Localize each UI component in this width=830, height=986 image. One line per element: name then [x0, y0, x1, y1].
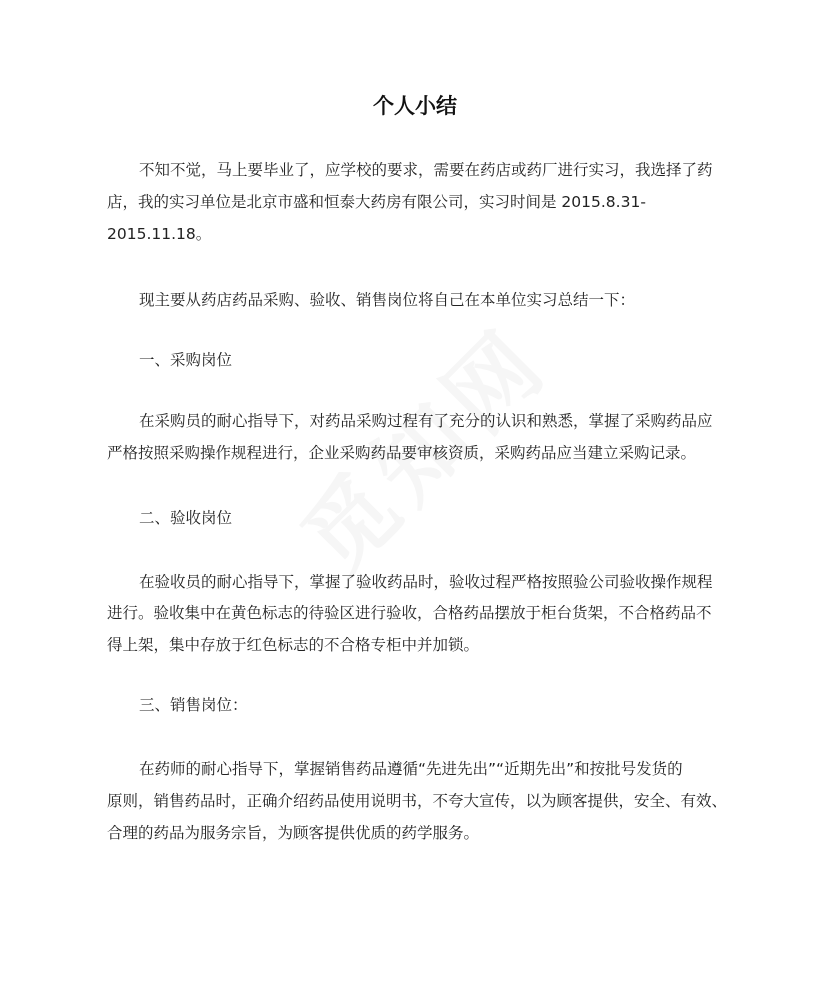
paragraph-8-line-1: 在药师的耐心指导下，掌握销售药品遵循“先进先出”“近期先出”和按批号发货的: [139, 760, 683, 778]
paragraph-1-line-3: 2015.11.18。: [107, 225, 212, 243]
paragraph-1-line-1: 不知不觉，马上要毕业了，应学校的要求，需要在药店或药厂进行实习，我选择了药: [139, 161, 713, 179]
document-title: 个人小结: [373, 94, 457, 118]
section-heading-2: 二、验收岗位: [139, 509, 233, 527]
section-heading-1: 一、采购岗位: [139, 351, 233, 369]
paragraph-1-line-2: 店，我的实习单位是北京市盛和恒泰大药房有限公司，实习时间是 2015.8.31-: [107, 193, 646, 211]
paragraph-6-line-3: 得上架，集中存放于红色标志的不合格专柜中并加锁。: [107, 636, 480, 654]
paragraph-4-line-2: 严格按照采购操作规程进行，企业采购药品要审核资质，采购药品应当建立采购记录。: [107, 444, 697, 462]
paragraph-2-line-1: 现主要从药店药品采购、验收、销售岗位将自己在本单位实习总结一下：: [139, 291, 636, 309]
paragraph-8-line-2: 原则，销售药品时，正确介绍药品使用说明书，不夸大宣传，以为顾客提供，安全、有效、: [107, 792, 728, 810]
paragraph-8-line-3: 合理的药品为服务宗旨，为顾客提供优质的药学服务。: [107, 824, 480, 842]
paragraph-6-line-1: 在验收员的耐心指导下，掌握了验收药品时，验收过程严格按照验公司验收操作规程: [139, 573, 713, 591]
paragraph-6-line-2: 进行。验收集中在黄色标志的待验区进行验收，合格药品摆放于柜台货架，不合格药品不: [107, 604, 712, 622]
section-heading-3: 三、销售岗位：: [139, 696, 248, 714]
paragraph-4-line-1: 在采购员的耐心指导下，对药品采购过程有了充分的认识和熟悉，掌握了采购药品应: [139, 412, 713, 430]
